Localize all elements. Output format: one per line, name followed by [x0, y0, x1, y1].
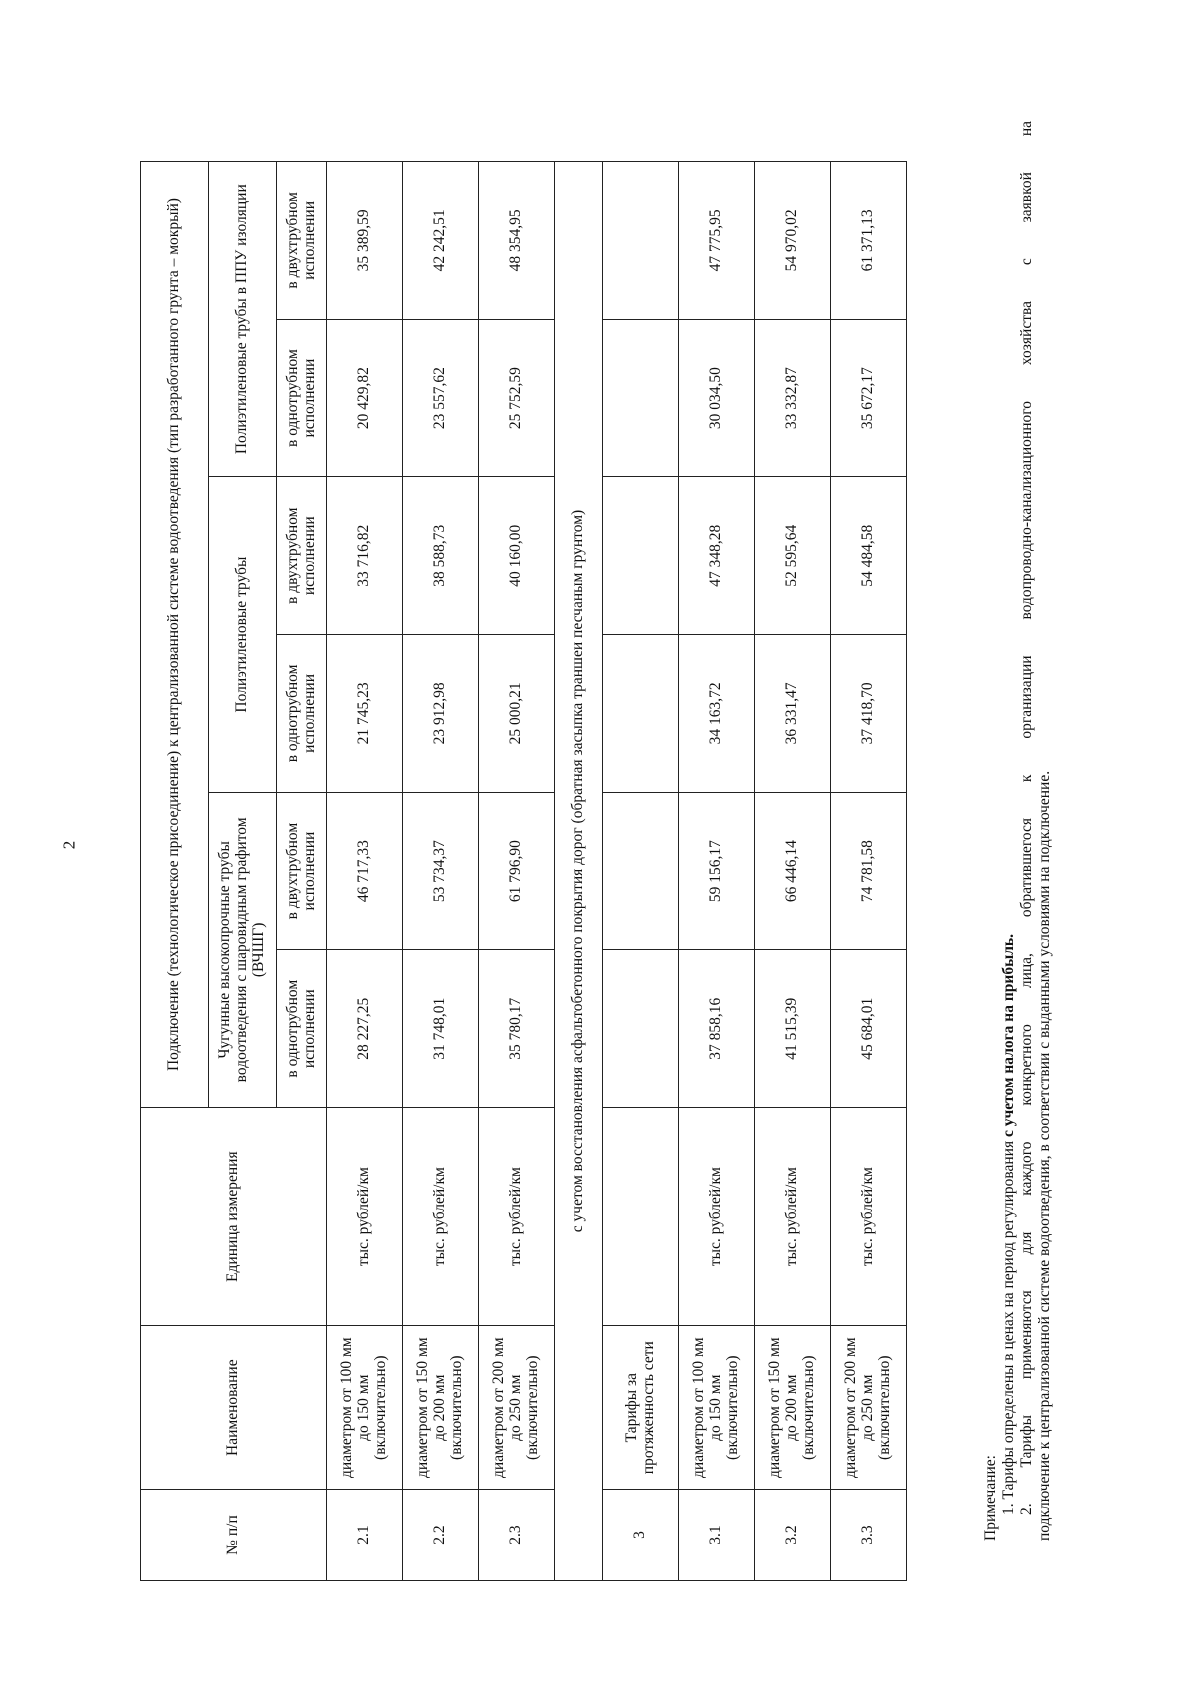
header-single-pipe: в однотрубном исполнении — [277, 950, 327, 1108]
row-unit: тыс. рублей/км — [327, 1108, 403, 1326]
row-num: 3 — [603, 1490, 679, 1581]
row-value: 46 717,33 — [327, 792, 403, 950]
header-name: Наименование — [141, 1326, 327, 1490]
header-pipe-type-cast-iron: Чугунные высокопрочные трубы водоотведения с шаровидным графитом (ВЧШГ) — [209, 792, 277, 1107]
row-value: 36 331,47 — [755, 635, 831, 793]
table-row — [603, 162, 679, 1581]
row-value: 31 748,01 — [403, 950, 479, 1108]
table-row — [327, 162, 403, 1581]
row-value: 37 858,16 — [679, 950, 755, 1108]
note-2-line-1: 2. Тарифы применяются для каждого конкретного лица, обратившегося к организации водопроводно-канализационного хозяйства с заявкой на — [1018, 121, 1036, 1515]
row-value: 48 354,95 — [479, 162, 555, 320]
tariff-table — [140, 161, 907, 1581]
note-1-text: 1. Тарифы определены в ценах на период регулирования — [1000, 1137, 1018, 1515]
row-num: 3.2 — [755, 1490, 831, 1581]
row-value: 35 389,59 — [327, 162, 403, 320]
row-unit: тыс. рублей/км — [403, 1108, 479, 1326]
row-value: 66 446,14 — [755, 792, 831, 950]
empty-cell — [603, 635, 679, 793]
row-value: 25 752,59 — [479, 319, 555, 477]
row-value: 25 000,21 — [479, 635, 555, 793]
row-name: диаметром от 150 мм до 200 мм (включительно) — [755, 1326, 831, 1490]
row-unit: тыс. рублей/км — [755, 1108, 831, 1326]
row-value: 35 780,17 — [479, 950, 555, 1108]
notes — [982, 121, 1055, 1541]
row-value: 21 745,23 — [327, 635, 403, 793]
row-value: 54 484,58 — [831, 477, 907, 635]
row-value: 42 242,51 — [403, 162, 479, 320]
row-value: 23 557,62 — [403, 319, 479, 477]
note-1-bold: с учетом налога на прибыль. — [1000, 934, 1018, 1138]
row-num: 2.1 — [327, 1490, 403, 1581]
row-value: 23 912,98 — [403, 635, 479, 793]
note-1 — [1000, 121, 1018, 1541]
row-value: 45 684,01 — [831, 950, 907, 1108]
row-value: 34 163,72 — [679, 635, 755, 793]
row-unit: тыс. рублей/км — [831, 1108, 907, 1326]
header-pipe-type-polyethylene: Полиэтиленовые трубы — [209, 477, 277, 792]
row-value: 20 429,82 — [327, 319, 403, 477]
header-double-pipe: в двухтрубном исполнении — [277, 162, 327, 320]
header-double-pipe: в двухтрубном исполнении — [277, 477, 327, 635]
header-group: Подключение (технологическое присоединение) к централизованной системе водоотведения (тип разработанного грунта – мокрый) — [141, 162, 209, 1108]
row-value: 53 734,37 — [403, 792, 479, 950]
table-row — [479, 162, 555, 1581]
table-row — [679, 162, 755, 1581]
page-number: 2 — [59, 840, 79, 850]
row-num: 2.3 — [479, 1490, 555, 1581]
row-value: 30 034,50 — [679, 319, 755, 477]
header-num: № п/п — [141, 1490, 327, 1581]
table-row — [831, 162, 907, 1581]
row-value: 41 515,39 — [755, 950, 831, 1108]
header-double-pipe: в двухтрубном исполнении — [277, 792, 327, 950]
row-num: 2.2 — [403, 1490, 479, 1581]
row-value: 28 227,25 — [327, 950, 403, 1108]
row-name: Тарифы за протяженность сети — [603, 1326, 679, 1490]
header-unit: Единица измерения — [141, 1108, 327, 1326]
row-value: 38 588,73 — [403, 477, 479, 635]
row-value: 61 796,90 — [479, 792, 555, 950]
header-single-pipe: в однотрубном исполнении — [277, 635, 327, 793]
row-value: 33 716,82 — [327, 477, 403, 635]
empty-cell — [603, 319, 679, 477]
row-value: 40 160,00 — [479, 477, 555, 635]
row-num: 3.1 — [679, 1490, 755, 1581]
row-num: 3.3 — [831, 1490, 907, 1581]
row-value: 61 371,13 — [831, 162, 907, 320]
row-name: диаметром от 200 мм до 250 мм (включительно) — [479, 1326, 555, 1490]
section-title: с учетом восстановления асфальтобетонного покрытия дорог (обратная засыпка траншеи песчаным грунтом) — [555, 162, 603, 1581]
note-2-line-2: подключение к централизованной системе водоотведения, в соответствии с выданными условиями на подключение. — [1036, 770, 1054, 1541]
row-name: диаметром от 200 мм до 250 мм (включительно) — [831, 1326, 907, 1490]
row-name: диаметром от 100 мм до 150 мм (включительно) — [327, 1326, 403, 1490]
empty-cell — [603, 162, 679, 320]
table-row — [403, 162, 479, 1581]
row-value: 37 418,70 — [831, 635, 907, 793]
empty-cell — [603, 1108, 679, 1326]
empty-cell — [603, 950, 679, 1108]
header-pipe-type-ppu: Полиэтиленовые трубы в ППУ изоляции — [209, 162, 277, 477]
row-value: 52 595,64 — [755, 477, 831, 635]
table-row — [755, 162, 831, 1581]
row-value: 54 970,02 — [755, 162, 831, 320]
row-unit: тыс. рублей/км — [679, 1108, 755, 1326]
empty-cell — [603, 792, 679, 950]
row-name: диаметром от 100 мм до 150 мм (включительно) — [679, 1326, 755, 1490]
row-value: 35 672,17 — [831, 319, 907, 477]
row-unit: тыс. рублей/км — [479, 1108, 555, 1326]
section-row — [555, 162, 603, 1581]
empty-cell — [603, 477, 679, 635]
row-value: 47 775,95 — [679, 162, 755, 320]
row-value: 33 332,87 — [755, 319, 831, 477]
header-single-pipe: в однотрубном исполнении — [277, 319, 327, 477]
row-value: 59 156,17 — [679, 792, 755, 950]
row-value: 74 781,58 — [831, 792, 907, 950]
notes-heading: Примечание: — [982, 1455, 999, 1541]
row-name: диаметром от 150 мм до 200 мм (включительно) — [403, 1326, 479, 1490]
row-value: 47 348,28 — [679, 477, 755, 635]
